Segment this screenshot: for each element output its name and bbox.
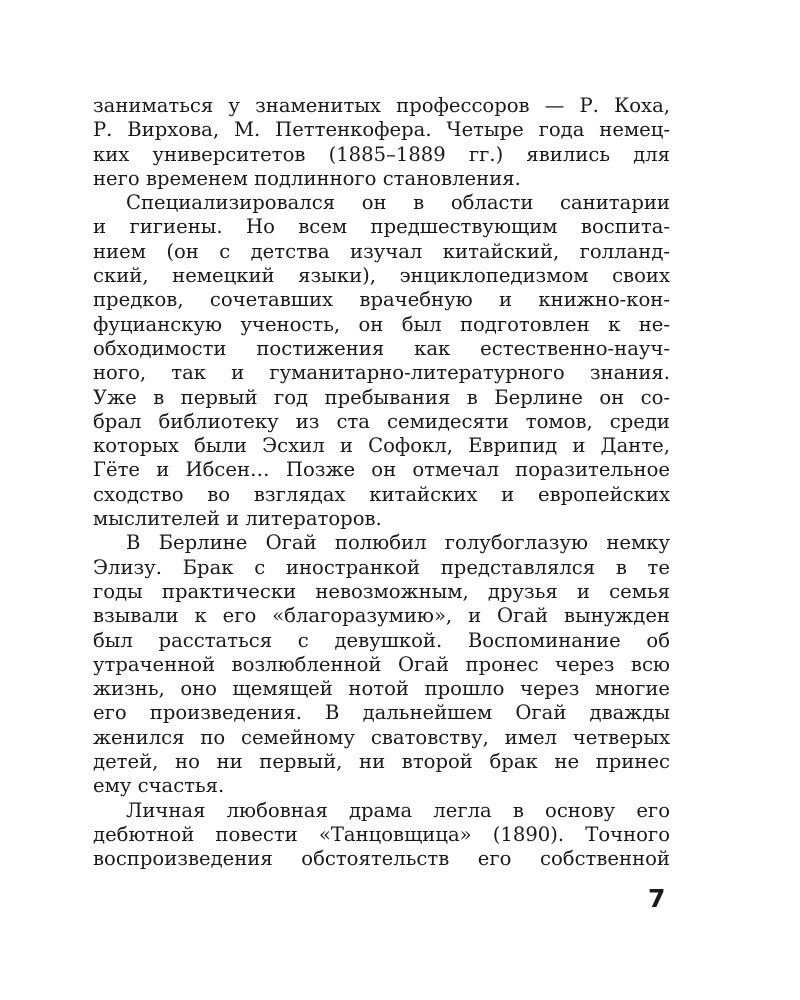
text-line: взывали к его «благоразумию», и Огай вынужден bbox=[93, 604, 670, 628]
text-line: нием (он с детства изучал китайский, голланд- bbox=[93, 239, 670, 263]
text-line: Уже в первый год пребывания в Берлине он со- bbox=[93, 385, 670, 409]
text-line: заниматься у знаменитых профессоров — Р. Коха, bbox=[93, 94, 670, 117]
text-line: брал библиотеку из ста семидесяти томов, среди bbox=[93, 409, 670, 433]
page-body bbox=[93, 94, 670, 872]
text-line: женился по семейному сватовству, имел четверых bbox=[93, 725, 670, 749]
text-line: дебютной повести «Танцовщица» (1890). Точного bbox=[93, 822, 670, 846]
text-line: Специализировался он в области санитарии bbox=[126, 191, 670, 215]
text-line: ский, немецкий языки), энциклопедизмом своих bbox=[93, 264, 670, 288]
text-line: его произведения. В дальнейшем Огай дважды bbox=[93, 701, 670, 725]
text-line: фуцианскую ученость, он был подготовлен к не- bbox=[93, 312, 670, 336]
text-line: Элизу. Брак с иностранкой представлялся в те bbox=[93, 555, 670, 579]
text-line: ему счастья. bbox=[93, 774, 225, 798]
text-line: сходство во взглядах китайских и европейских bbox=[93, 482, 670, 506]
text-line: и гигиены. Но всем предшествующим воспита- bbox=[93, 215, 670, 239]
text-line: утраченной возлюбленной Огай пронес через всю bbox=[93, 652, 670, 676]
text-line: ного, так и гуманитарно-литературного знания. bbox=[93, 361, 670, 385]
text-line: ких университетов (1885–1889 гг.) явились для bbox=[93, 142, 670, 166]
text-line: В Берлине Огай полюбил голубоглазую немку bbox=[126, 531, 670, 555]
text-line: годы практически невозможным, друзья и семья bbox=[93, 579, 670, 603]
text-line: обходимости постижения как естественно-науч- bbox=[93, 336, 670, 360]
text-line: Р. Вирхова, М. Петтенкофера. Четыре года немец- bbox=[93, 118, 670, 142]
text-line: воспроизведения обстоятельств его собственной bbox=[93, 847, 670, 871]
text-line: Личная любовная драма легла в основу его bbox=[126, 798, 670, 822]
paragraph-1 bbox=[93, 94, 670, 191]
text-line: которых были Эсхил и Софокл, Еврипид и Данте, bbox=[93, 434, 670, 458]
text-line: него временем подлинного становления. bbox=[93, 166, 521, 190]
text-line: Гёте и Ибсен… Позже он отмечал поразительное bbox=[93, 458, 670, 482]
page-number: 7 bbox=[648, 884, 666, 913]
text-line: жизнь, оно щемящей нотой прошло через многие bbox=[93, 677, 670, 701]
text-line: был расстаться с девушкой. Воспоминание об bbox=[93, 628, 670, 652]
text-line: детей, но ни первый, ни второй брак не принес bbox=[93, 750, 670, 774]
text-line: мыслителей и литераторов. bbox=[93, 507, 382, 531]
text-line: предков, сочетавших врачебную и книжно-кон- bbox=[93, 288, 670, 312]
paragraph-4 bbox=[93, 799, 670, 872]
paragraph-3 bbox=[93, 531, 670, 798]
paragraph-2 bbox=[93, 191, 670, 531]
